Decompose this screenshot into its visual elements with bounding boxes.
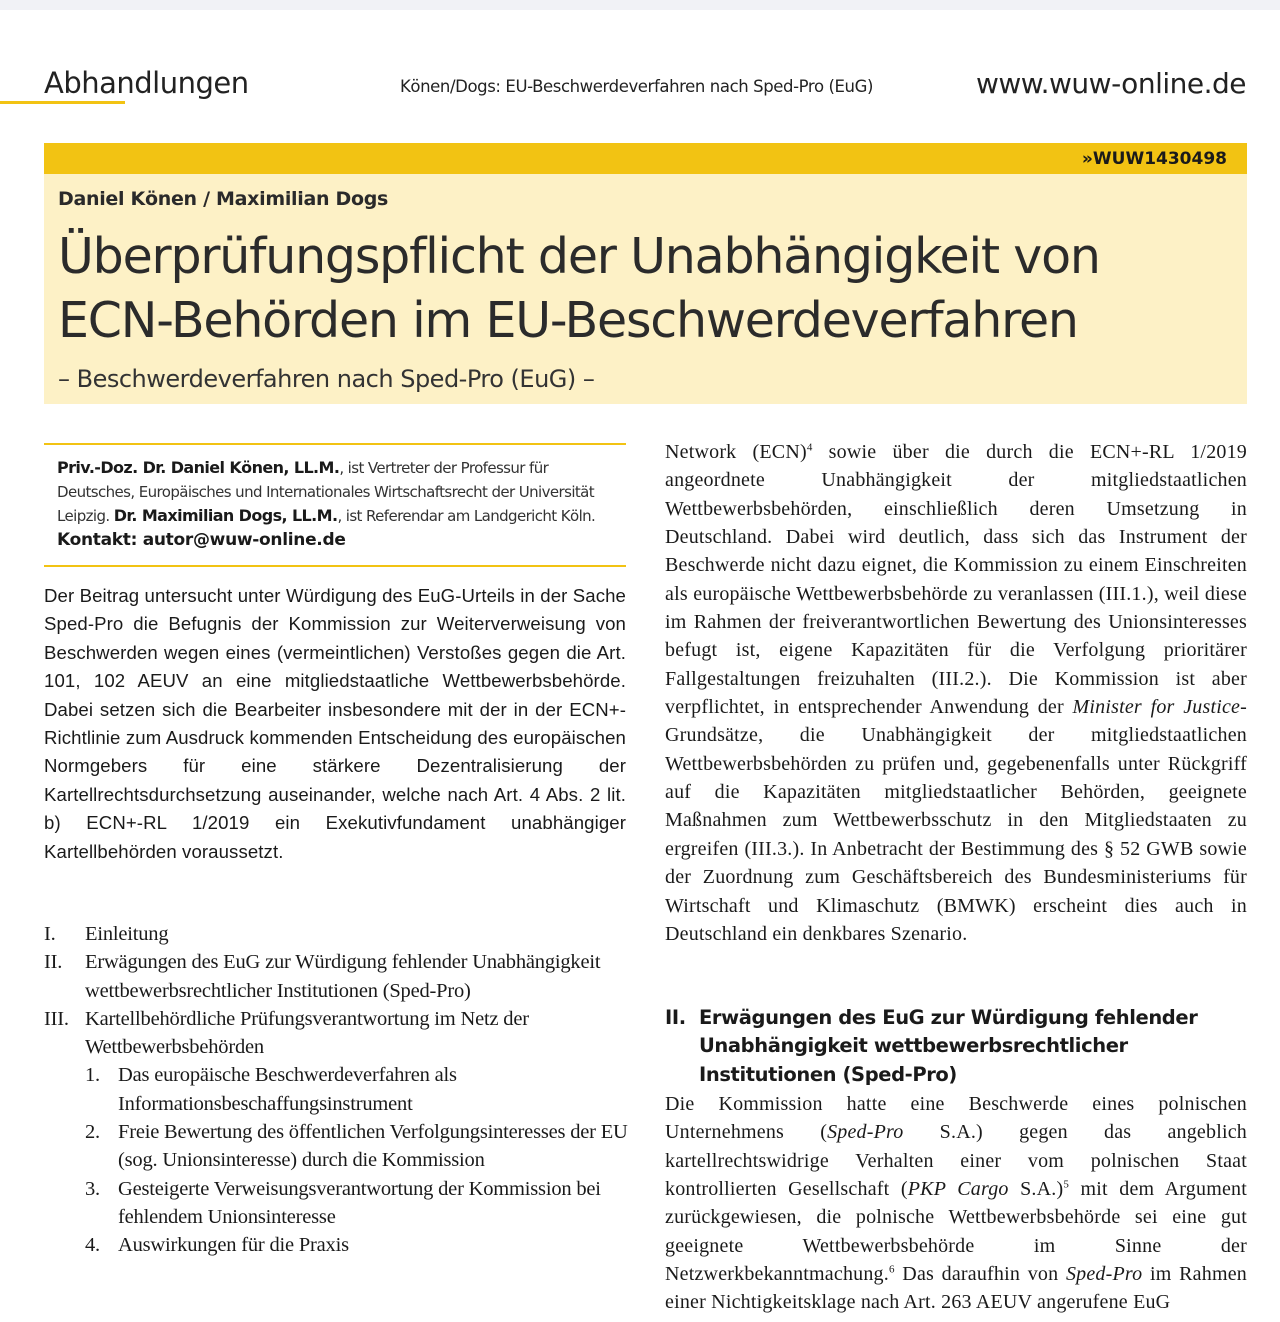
toc-number: 1. (85, 1064, 100, 1087)
text-run: Die Kommission hatte eine Beschwerde eines polnischen Unternehmens ( (665, 1093, 1247, 1144)
toc-number: II. (44, 951, 63, 974)
table-of-contents (44, 920, 644, 1260)
text-run: -Grundsätze, die Unabhängigkeit der mitgliedstaatlichen Wettbewerbsbehӧrden zu prüfen und, gegebenenfalls unter Rückgriff auf die Kapazitäten mitgliedstaatlicher Behӧrden, geeignete Maßnahmen zum Wettbewerbsschutz in den Mitgliedstaaten zu ergreifen (III.3.). In Anbetracht der Bestimmung des § 52 GWB sowie der Zuordnung zum Geschäftsbereich des Bundesministeriums für Wirtschaft und Klimaschutz (BMWK) erscheint dies auch in Deutschland ein denkbares Szenario. (665, 696, 1248, 945)
doc-id-bar (44, 143, 1247, 174)
doc-id[interactable]: »WUW1430498 (1081, 149, 1227, 169)
footnote-ref[interactable]: 6 (888, 1263, 895, 1276)
toc-item[interactable] (44, 1118, 644, 1175)
italic-run: Sped-Pro (1065, 1263, 1143, 1286)
text-run: mit dem Argument zurückgewiesen, die polnische Wettbewerbsbehӧrde sei eine gut geeignete Wettbewerbsbehӧrde im Sinne der Netzwerkbekanntmachung. (665, 1178, 1248, 1286)
right-column-paragraph-2 (665, 1090, 1247, 1317)
author-desc-2: , ist Referendar am Landgericht Kӧln. (337, 507, 596, 525)
text-run: sowie über die durch die ECN+-RL 1/2019 angeordnete Unabhängigkeit der mitgliedstaatlichen Wettbewerbsbehӧrden, einschließlich deren Umsetzung in Deutschland. Dabei wird deutlich, dass sich das Instrument der Beschwerde nicht dazu eignet, die Kommission zu einem Einschreiten als europäische Wettbewerbsbehӧrde zu veranlassen (III.1.), weil diese im Rahmen der freiverantwortlichen Bewertung des Unionsinteresses befugt ist, eigene Kapazitäten für die Verfolgung prioritärer Fallgestaltungen freizuhalten (III.2.). Die Kommission ist aber verpflichtet, in entsprechender Anwendung der (665, 441, 1247, 719)
abstract: Der Beitrag untersucht unter Würdigung des EuG-Urteils in der Sache Sped-Pro die Befugnis der Kommission zur Weiterverweisung von Beschwerden wegen eines (vermeintlichen) Verstoßes gegen die Art. 101, 102 AEUV an eine mitgliedstaatliche Wettbewerbsbehӧrde. Dabei setzen sich die Bearbeiter insbesondere mit der in der ECN+-Richtlinie zum Ausdruck kommenden Entscheidung des europäischen Normgebers für eine stärkere Dezentralisierung der Kartellrechtsdurchsetzung auseinander, welche nach Art. 4 Abs. 2 lit. b) ECN+-RL 1/2019 ein Exekutivfundament unabhängiger Kartellbehӧrden voraussetzt. (44, 585, 626, 862)
toc-item[interactable] (44, 1231, 644, 1259)
contact-email[interactable]: Kontakt: autor@wuw-online.de (57, 530, 346, 550)
toc-number: 3. (85, 1177, 100, 1200)
italic-run: PKP Cargo (907, 1178, 1009, 1201)
right-column-paragraph-1 (665, 438, 1247, 948)
article-authors: Daniel Kӧnen / Maximilian Dogs (58, 188, 389, 210)
author-name-1: Priv.-Doz. Dr. Daniel Kӧnen, LL.M. (57, 458, 340, 477)
title-box (44, 143, 1247, 404)
toc-number: I. (44, 923, 56, 945)
author-name-2: Dr. Maximilian Dogs, LL.M. (113, 506, 338, 525)
toc-text: Auswirkungen für die Praxis (118, 1234, 349, 1257)
toc-item[interactable] (44, 1061, 644, 1118)
author-box-top-rule (44, 443, 626, 445)
toc-item[interactable] (44, 920, 644, 948)
toc-number: III. (44, 1007, 69, 1030)
heading-number: II. (665, 1006, 686, 1029)
toc-number: 4. (85, 1234, 100, 1257)
author-box (57, 456, 622, 552)
text-run: im Rahmen einer Nichtigkeitsklage nach Art. 263 AEUV angerufene EuG (665, 1263, 1247, 1314)
heading-text: Erwägungen des EuG zur Würdigung fehlender Unabhängigkeit wettbewerbsrechtlicher Institutionen (Sped-Pro) (699, 1006, 1198, 1086)
toc-text: Kartellbehӧrdliche Prüfungsverantwortung im Netz der Wettbewerbsbehӧrden (85, 1007, 529, 1059)
toc-text: Erwägungen des EuG zur Würdigung fehlender Unabhängigkeit wettbewerbsrechtlicher Institutionen (Sped-Pro) (85, 951, 601, 1002)
toc-item[interactable] (44, 948, 644, 1005)
top-strip (0, 0, 1280, 10)
text-run: S.A.) gegen das angeblich kartellrechtswidrige Verhalten einer vom polnischen Staat kontrollierten Gesellschaft ( (665, 1121, 1247, 1201)
text-run: S.A.) (1008, 1178, 1064, 1201)
italic-run: Minister for Justice (1072, 696, 1241, 719)
running-title: Kӧnen/Dogs: EU-Beschwerdeverfahren nach Sped-Pro (EuG) (400, 77, 874, 96)
toc-text: Einleitung (85, 923, 169, 945)
toc-text: Das europäische Beschwerdeverfahren als Informationsbeschaffungsinstrument (118, 1064, 457, 1115)
text-run: Network (ECN) (665, 441, 807, 463)
toc-item[interactable] (44, 1005, 644, 1062)
footnote-ref[interactable]: 4 (806, 441, 813, 454)
section-underline (0, 101, 125, 104)
section-heading-ii (665, 1004, 1255, 1089)
toc-number: 2. (85, 1121, 100, 1144)
toc-text: Freie Bewertung des ӧffentlichen Verfolgungsinteresses der EU (sog. Unionsinteresse) durch die Kommission (118, 1121, 628, 1172)
title-line-1: Überprüfungspflicht der Unabhängigkeit von (58, 228, 1100, 285)
author-desc-1: , ist Vertreter der Professur für Deutsches, Europäisches und Internationales Wirtschaftsrecht der Universität Leipzig. (57, 459, 595, 525)
toc-item[interactable] (44, 1175, 644, 1232)
italic-run: Sped-Pro (827, 1121, 904, 1144)
website-link[interactable]: www.wuw-online.de (975, 67, 1246, 100)
footnote-ref[interactable]: 5 (1063, 1178, 1070, 1191)
text-run: Das daraufhin von (894, 1263, 1066, 1286)
article-subtitle: – Beschwerdeverfahren nach Sped-Pro (EuG) – (58, 365, 595, 393)
section-label: Abhandlungen (44, 66, 249, 100)
article-title (58, 225, 1238, 353)
title-line-2: ECN-Behӧrden im EU-Beschwerdeverfahren (58, 292, 1078, 349)
author-box-bottom-rule (44, 565, 626, 567)
toc-text: Gesteigerte Verweisungsverantwortung der Kommission bei fehlendem Unionsinteresse (118, 1177, 601, 1228)
